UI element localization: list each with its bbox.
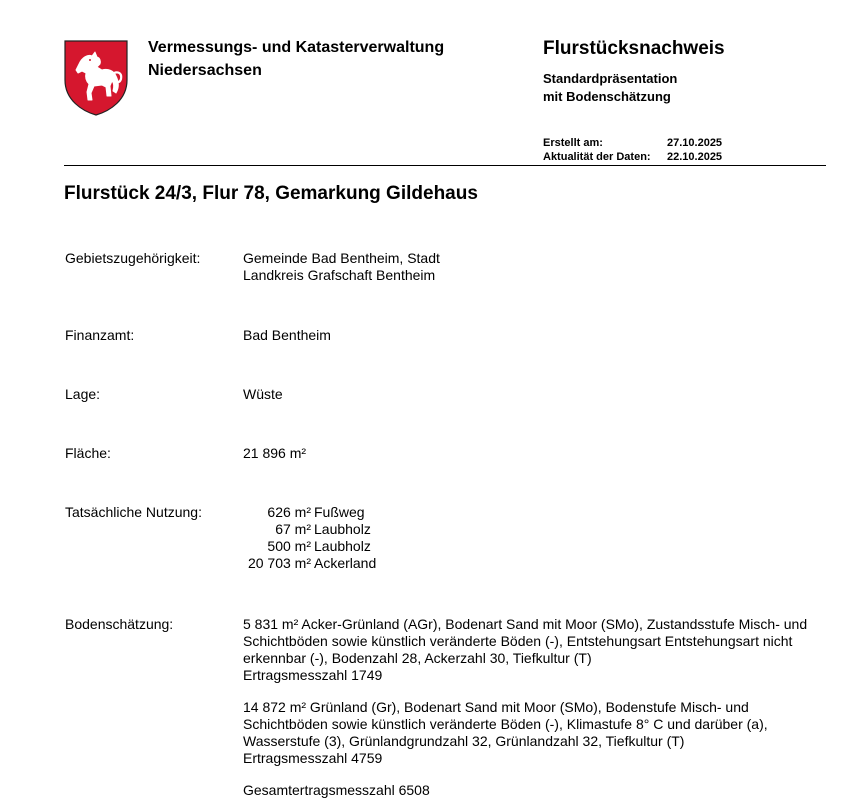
document-title: Flurstücksnachweis <box>543 38 725 59</box>
territory-label: Gebietszugehörigkeit: <box>65 250 201 266</box>
location-value: Wüste <box>243 386 283 402</box>
territory-municipality: Gemeinde Bad Bentheim, Stadt <box>243 250 440 266</box>
territory-district: Landkreis Grafschaft Bentheim <box>243 267 436 283</box>
actual-use-type: Laubholz <box>314 521 371 537</box>
document-subtitle-line2: mit Bodenschätzung <box>543 89 671 104</box>
territory-value <box>243 250 440 284</box>
document-subtitle-line1: Standardpräsentation <box>543 71 678 86</box>
actual-use-area: 500 m² <box>267 538 311 554</box>
tax-office-value: Bad Bentheim <box>243 327 331 343</box>
actual-use-row <box>243 555 376 572</box>
soil-entry-yield: Ertragsmesszahl 1749 <box>243 667 383 683</box>
actual-use-type: Fußweg <box>314 504 365 520</box>
agency-name-line1: Vermessungs- und Katasterverwaltung <box>148 39 445 56</box>
actual-use-row <box>243 504 376 521</box>
data-date-label: Aktualität der Daten: <box>543 151 651 163</box>
actual-use-row <box>243 521 376 538</box>
soil-entry-1 <box>243 616 833 684</box>
location-label: Lage: <box>65 386 101 402</box>
actual-use-table <box>243 504 376 572</box>
actual-use-area: 626 m² <box>267 504 311 520</box>
agency-name-line2: Niedersachsen <box>148 62 262 79</box>
actual-use-type: Laubholz <box>314 538 371 554</box>
soil-entry-text: 5 831 m² Acker-Grünland (AGr), Bodenart Sand mit Moor (SMo), Zustandsstufe Misch- und Schichtböden sowie künstlich veränderte Böden (-), Entstehungsart Entstehungsart nicht erkennbar (-), Bodenzahl 28, Ackerzahl 30, Tiefkultur (T) <box>243 616 808 666</box>
actual-use-area: 67 m² <box>275 521 311 537</box>
actual-use-row <box>243 538 376 555</box>
created-label: Erstellt am: <box>543 137 603 149</box>
actual-use-area: 20 703 m² <box>247 555 311 571</box>
soil-assessment-label: Bodenschätzung: <box>65 616 174 632</box>
lower-saxony-crest-icon <box>64 40 128 116</box>
area-value: 21 896 m² <box>243 445 307 461</box>
actual-use-type: Ackerland <box>314 555 377 571</box>
area-label: Fläche: <box>65 445 111 461</box>
soil-total-yield: Gesamtertragsmesszahl 6508 <box>243 782 430 798</box>
tax-office-label: Finanzamt: <box>65 327 135 343</box>
data-date-value: 22.10.2025 <box>667 151 723 163</box>
soil-entry-2 <box>243 699 833 767</box>
actual-use-label: Tatsächliche Nutzung: <box>65 504 202 520</box>
created-value: 27.10.2025 <box>667 137 723 149</box>
soil-entry-text: 14 872 m² Grünland (Gr), Bodenart Sand mit Moor (SMo), Bodenstufe Misch- und Schichtböden sowie künstlich veränderte Böden (-), Klimastufe 8° C und darüber (a), Wasserstufe (3), Grünlandgrundzahl 32, Grünlandzahl 32, Tiefkultur (T) <box>243 699 768 749</box>
soil-entry-yield: Ertragsmesszahl 4759 <box>243 750 383 766</box>
header-divider <box>64 165 826 166</box>
parcel-heading: Flurstück 24/3, Flur 78, Gemarkung Gildehaus <box>64 183 478 204</box>
